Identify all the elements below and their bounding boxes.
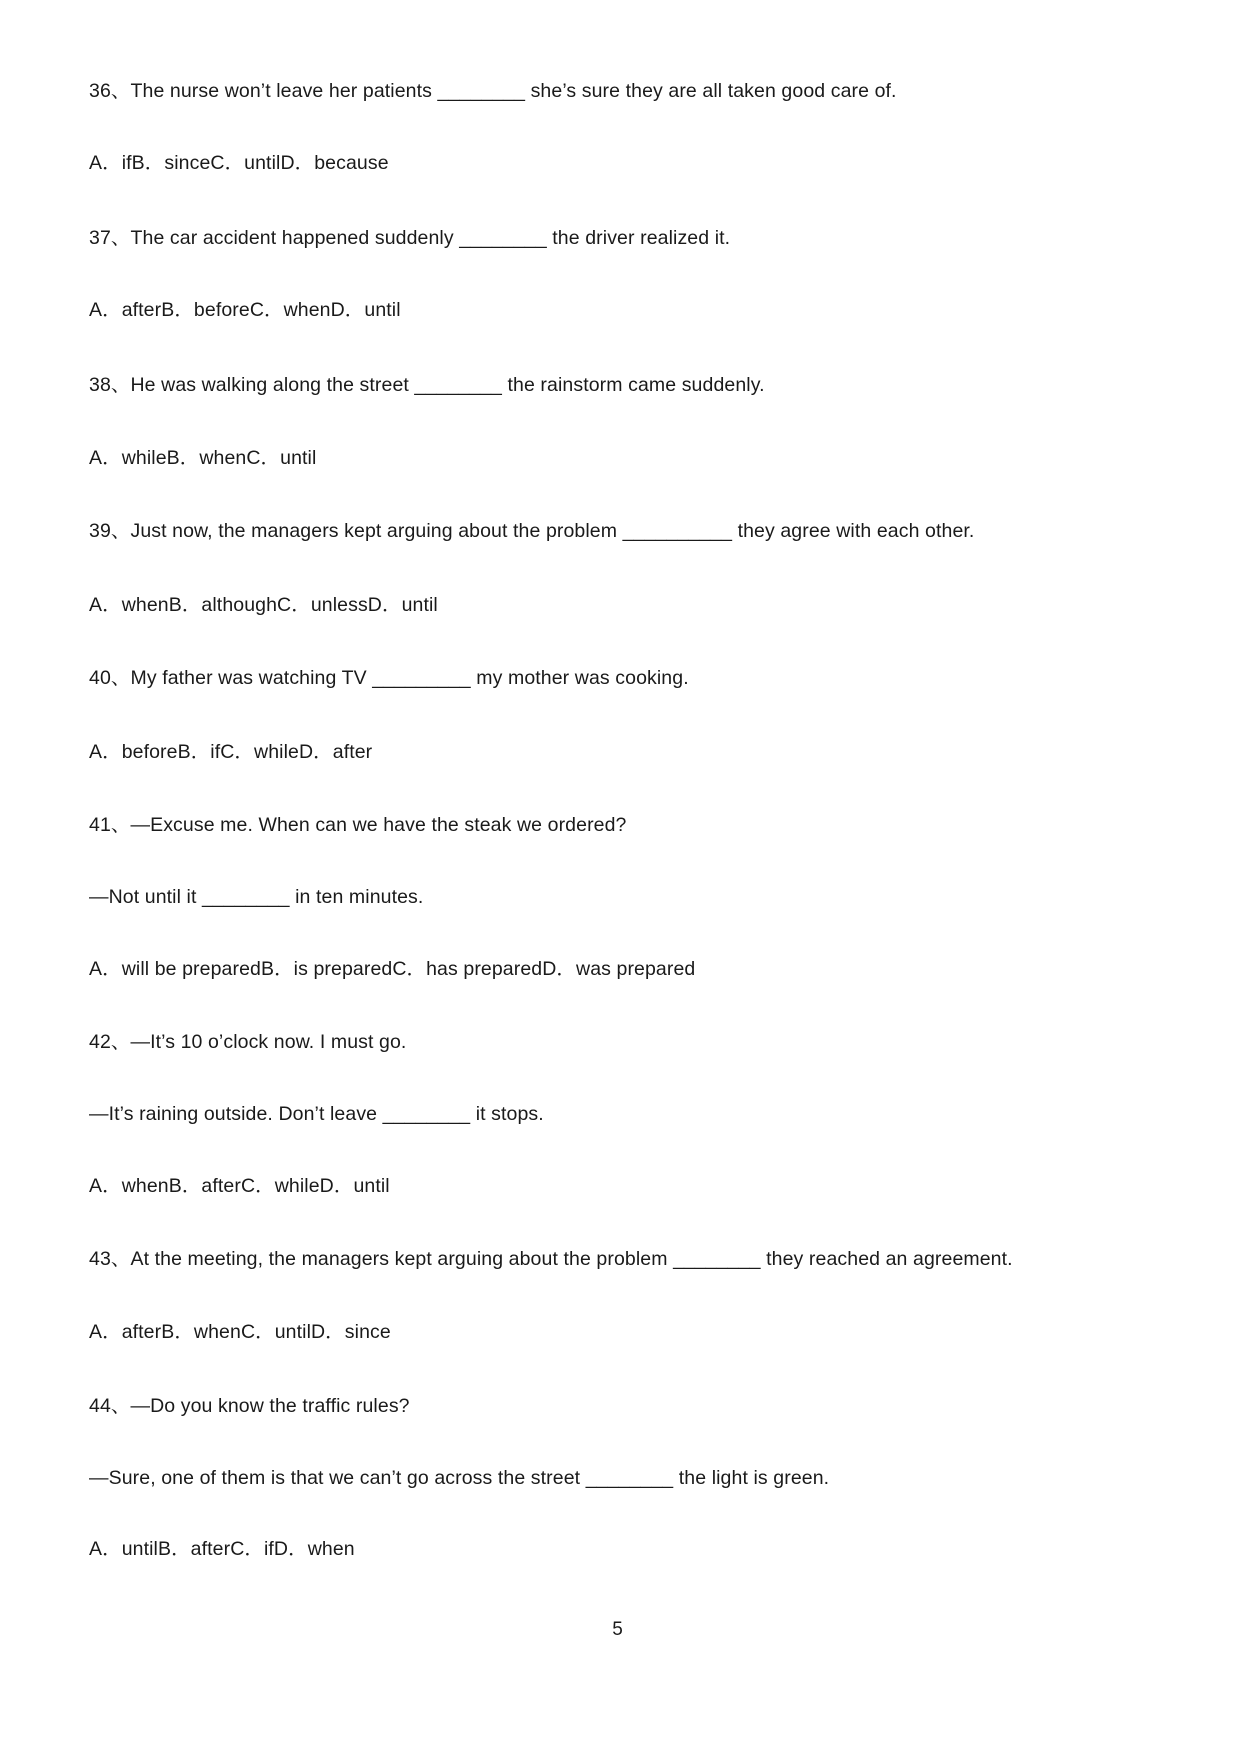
- question-39-stem: 39、Just now, the managers kept arguing about the problem __________ they agree with each other.: [89, 520, 975, 542]
- question-44-reply: —Sure, one of them is that we can’t go across the street ________ the light is green.: [89, 1467, 830, 1489]
- question-39-options: A．whenB．althoughC．unlessD．until: [89, 594, 438, 616]
- question-40-options: A．beforeB．ifC．whileD．after: [89, 741, 373, 763]
- question-36-stem: 36、The nurse won’t leave her patients ________ she’s sure they are all taken good care of.: [89, 80, 897, 102]
- question-38-stem: 38、He was walking along the street ________ the rainstorm came suddenly.: [89, 374, 765, 396]
- question-42-reply: —It’s raining outside. Don’t leave ________ it stops.: [89, 1103, 544, 1125]
- question-44-options: A．untilB．afterC．ifD．when: [89, 1538, 355, 1560]
- question-42-stem: 42、—It’s 10 o’clock now. I must go.: [89, 1031, 407, 1053]
- question-37-options: A．afterB．beforeC．whenD．until: [89, 299, 401, 321]
- page-number: 5: [612, 1619, 623, 1640]
- question-38-options: A．whileB．whenC．until: [89, 447, 317, 469]
- question-37-stem: 37、The car accident happened suddenly ________ the driver realized it.: [89, 227, 731, 249]
- question-43-stem: 43、At the meeting, the managers kept arguing about the problem ________ they reached an agreement.: [89, 1248, 1013, 1270]
- question-44-stem: 44、—Do you know the traffic rules?: [89, 1395, 410, 1417]
- question-41-options: A．will be preparedB．is preparedC．has preparedD．was prepared: [89, 958, 696, 980]
- question-40-stem: 40、My father was watching TV _________ my mother was cooking.: [89, 667, 689, 689]
- question-41-reply: —Not until it ________ in ten minutes.: [89, 886, 424, 908]
- question-41-stem: 41、—Excuse me. When can we have the steak we ordered?: [89, 814, 627, 836]
- question-36-options: A．ifB．sinceC．untilD．because: [89, 152, 389, 174]
- question-43-options: A．afterB．whenC．untilD．since: [89, 1321, 391, 1343]
- question-42-options: A．whenB．afterC．whileD．until: [89, 1175, 390, 1197]
